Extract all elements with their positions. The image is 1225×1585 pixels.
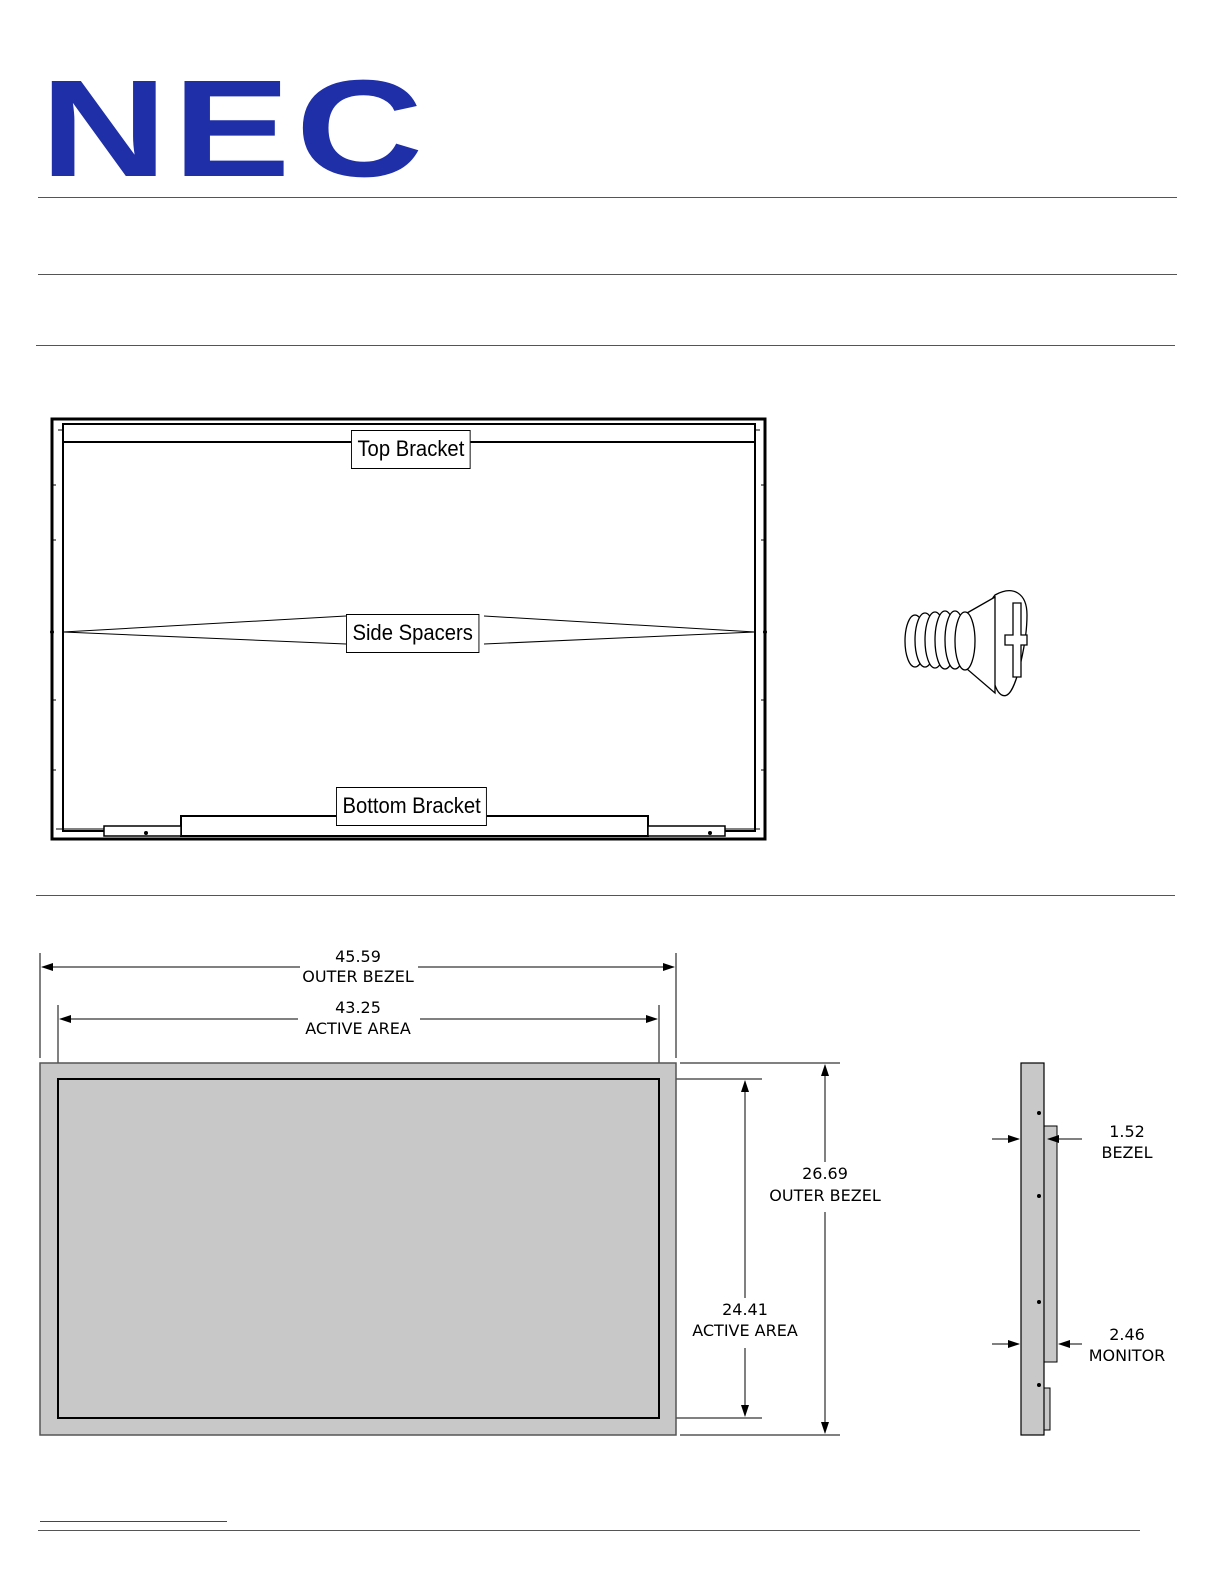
side-view-dimension-drawing [985,1055,1085,1445]
active-area-width-value: 43.25 [335,998,381,1017]
outer-bezel-height-value: 26.69 [802,1164,848,1183]
bottom-bracket-label: Bottom Bracket [336,787,487,826]
bezel-depth-label: BEZEL [1101,1143,1153,1162]
outer-bezel-height-label: OUTER BEZEL [769,1186,881,1205]
bezel-depth-value: 1.52 [1109,1122,1145,1141]
header-rule [38,197,1177,198]
footer-rule [38,1530,1140,1531]
active-area-height-label: ACTIVE AREA [692,1321,798,1340]
section-rule-2 [36,345,1175,346]
section-rule-1 [38,274,1177,275]
monitor-depth-value: 2.46 [1109,1325,1145,1344]
footer-link[interactable] [40,1521,227,1522]
top-bracket-label: Top Bracket [351,430,471,469]
active-area-height-value: 24.41 [722,1300,768,1319]
monitor-depth-label: MONITOR [1088,1346,1166,1365]
outer-bezel-width-label: OUTER BEZEL [302,967,414,986]
front-view-dimension-drawing [0,945,900,1445]
side-spacers-label: Side Spacers [346,614,479,653]
section-rule-3 [36,895,1175,896]
active-area-width-label: ACTIVE AREA [305,1019,411,1038]
nec-logo: NEC [40,52,429,206]
screw-icon [895,585,1035,700]
outer-bezel-width-value: 45.59 [335,947,381,966]
